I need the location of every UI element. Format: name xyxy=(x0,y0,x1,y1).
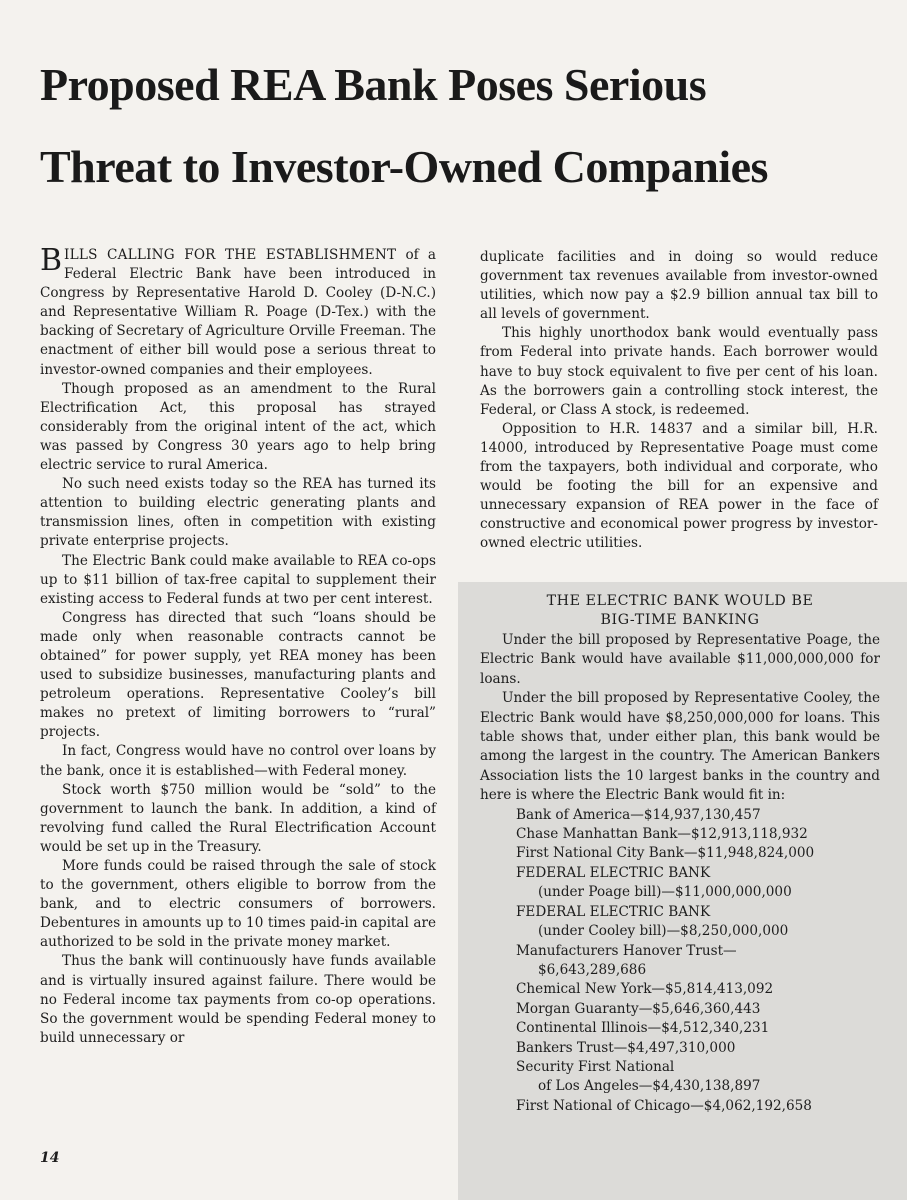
body-paragraph: The Electric Bank could make available to REA co-ops up to $11 billion of tax-free capital to supplement their existing access to Federal funds at two per cent interest. xyxy=(40,552,436,607)
bank-list-item xyxy=(516,1039,880,1058)
bank-list-item xyxy=(516,825,880,844)
drop-cap: B xyxy=(40,243,63,278)
bank-list-item xyxy=(516,903,880,942)
body-paragraph: Stock worth $750 million would be “sold” to the government to launch the bank. In addition, a kind of revolving fund called the Rural Electrification Account would be set up in the Treasury. xyxy=(40,781,436,855)
bank-entry-detail: $6,643,289,686 xyxy=(538,961,647,978)
body-paragraph: More funds could be raised through the sale of stock to the government, others eligible to borrow from the bank, and to electric consumers of borrowers. Debentures in amounts up to 10 times paid-in capital are authorized to be sold in the private money market. xyxy=(40,858,436,951)
bank-entry: First National of Chicago—$4,062,192,658 xyxy=(516,1097,812,1114)
body-paragraph: No such need exists today so the REA has turned its attention to building electric generating plants and transmission lines, often in competition with existing private enterprise projects. xyxy=(40,476,436,550)
headline-line-1: Proposed REA Bank Poses Serious xyxy=(40,59,707,110)
sidebar-title xyxy=(480,592,880,630)
bank-entry: Chemical New York—$5,814,413,092 xyxy=(516,981,774,998)
bank-entry: Chase Manhattan Bank—$12,913,118,932 xyxy=(516,826,808,843)
lead-paragraph xyxy=(40,243,436,380)
sidebar-box xyxy=(458,582,907,1200)
bank-entry: Morgan Guaranty—$5,646,360,443 xyxy=(516,1000,761,1017)
bank-entry: Bankers Trust—$4,497,310,000 xyxy=(516,1039,736,1056)
page-number: 14 xyxy=(40,1150,60,1166)
lead-caps: ILLS CALLING FOR THE ESTABLISHMENT xyxy=(64,247,397,263)
sidebar-paragraph: Under the bill proposed by Representative Poage, the Electric Bank would have available $11,000,000,000 for loans. xyxy=(480,632,880,687)
body-paragraph: In fact, Congress would have no control over loans by the bank, once it is established—with Federal money. xyxy=(40,743,436,779)
continuation-paragraph: duplicate facilities and in doing so would reduce government tax revenues available from investor-owned utilities, which now pay a $2.9 billion annual tax bill to all levels of government. xyxy=(480,249,878,323)
headline xyxy=(40,44,880,208)
sidebar-title-line-1: THE ELECTRIC BANK WOULD BE xyxy=(546,593,814,609)
left-column xyxy=(40,243,436,1048)
body-paragraph: Thus the bank will continuously have funds available and is virtually insured against failure. There would be no Federal income tax payments from co-op operations. So the government would be spending Federal money to build unnecessary or xyxy=(40,953,436,1046)
bank-list-item xyxy=(516,864,880,903)
bank-entry-detail: of Los Angeles—$4,430,138,897 xyxy=(538,1078,761,1095)
headline-line-2: Threat to Investor-Owned Companies xyxy=(40,141,768,192)
body-paragraph: Opposition to H.R. 14837 and a similar bill, H.R. 14000, introduced by Representative Poage must come from the taxpayers, both individual and corporate, who would be footing the bill for an expensive and unnecessary expansion of REA power in the face of constructive and economical power progress by investor-owned electric utilities. xyxy=(480,420,878,552)
bank-entry: First National City Bank—$11,948,824,000 xyxy=(516,845,815,862)
bank-list-item xyxy=(516,942,880,981)
bank-entry: Manufacturers Hanover Trust— xyxy=(516,942,737,959)
body-paragraph: Though proposed as an amendment to the Rural Electrification Act, this proposal has strayed considerably from the original intent of the act, which was passed by Congress 30 years ago to help bring electric service to rural America. xyxy=(40,380,436,474)
bank-list xyxy=(480,806,880,1117)
bank-list-item xyxy=(516,1058,880,1097)
bank-entry-detail: (under Poage bill)—$11,000,000,000 xyxy=(538,884,792,901)
bank-list-item xyxy=(516,806,880,825)
body-paragraph: This highly unorthodox bank would eventually pass from Federal into private hands. Each borrower would have to buy stock equivalent to five per cent of his loan. As the borrowers gain a controlling stock interest, the Federal, or Class A stock, is redeemed. xyxy=(480,325,878,418)
bank-list-item xyxy=(516,1019,880,1038)
bank-entry: FEDERAL ELECTRIC BANK xyxy=(516,903,711,920)
bank-list-item xyxy=(516,980,880,999)
bank-list-item xyxy=(516,1097,880,1116)
body-paragraph: Congress has directed that such “loans should be made only when reasonable contracts cannot be obtained” for power supply, yet REA money has been used to subsidize businesses, manufacturing plants and petroleum operations. Representative Cooley’s bill makes no pretext of limiting borrowers to “rural” projects. xyxy=(40,609,436,741)
bank-list-item xyxy=(516,1000,880,1019)
sidebar-title-line-2: BIG-TIME BANKING xyxy=(600,612,760,628)
bank-entry: FEDERAL ELECTRIC BANK xyxy=(516,864,711,881)
right-column xyxy=(480,248,878,554)
lead-text: of a Federal Electric Bank have been introduced in Congress by Representative Harold D. Cooley (D-N.C.) and Representative William R. Poage (D-Tex.) with the backing of Secretary of Agriculture Orville Freeman. The enactment of either bill would pose a serious threat to investor-owned companies and their employees. xyxy=(40,247,436,378)
bank-list-item xyxy=(516,844,880,863)
bank-entry: Continental Illinois—$4,512,340,231 xyxy=(516,1020,770,1037)
bank-entry: Security First National xyxy=(516,1058,675,1075)
sidebar-paragraph: Under the bill proposed by Representative Cooley, the Electric Bank would have $8,250,000,000 for loans. This table shows that, under either plan, this bank would be among the largest in the country. The American Bankers Association lists the 10 largest banks in the country and here is where the Electric Bank would fit in: xyxy=(480,690,880,804)
bank-entry: Bank of America—$14,937,130,457 xyxy=(516,806,761,823)
bank-entry-detail: (under Cooley bill)—$8,250,000,000 xyxy=(538,923,789,940)
sidebar-content xyxy=(480,592,880,1116)
